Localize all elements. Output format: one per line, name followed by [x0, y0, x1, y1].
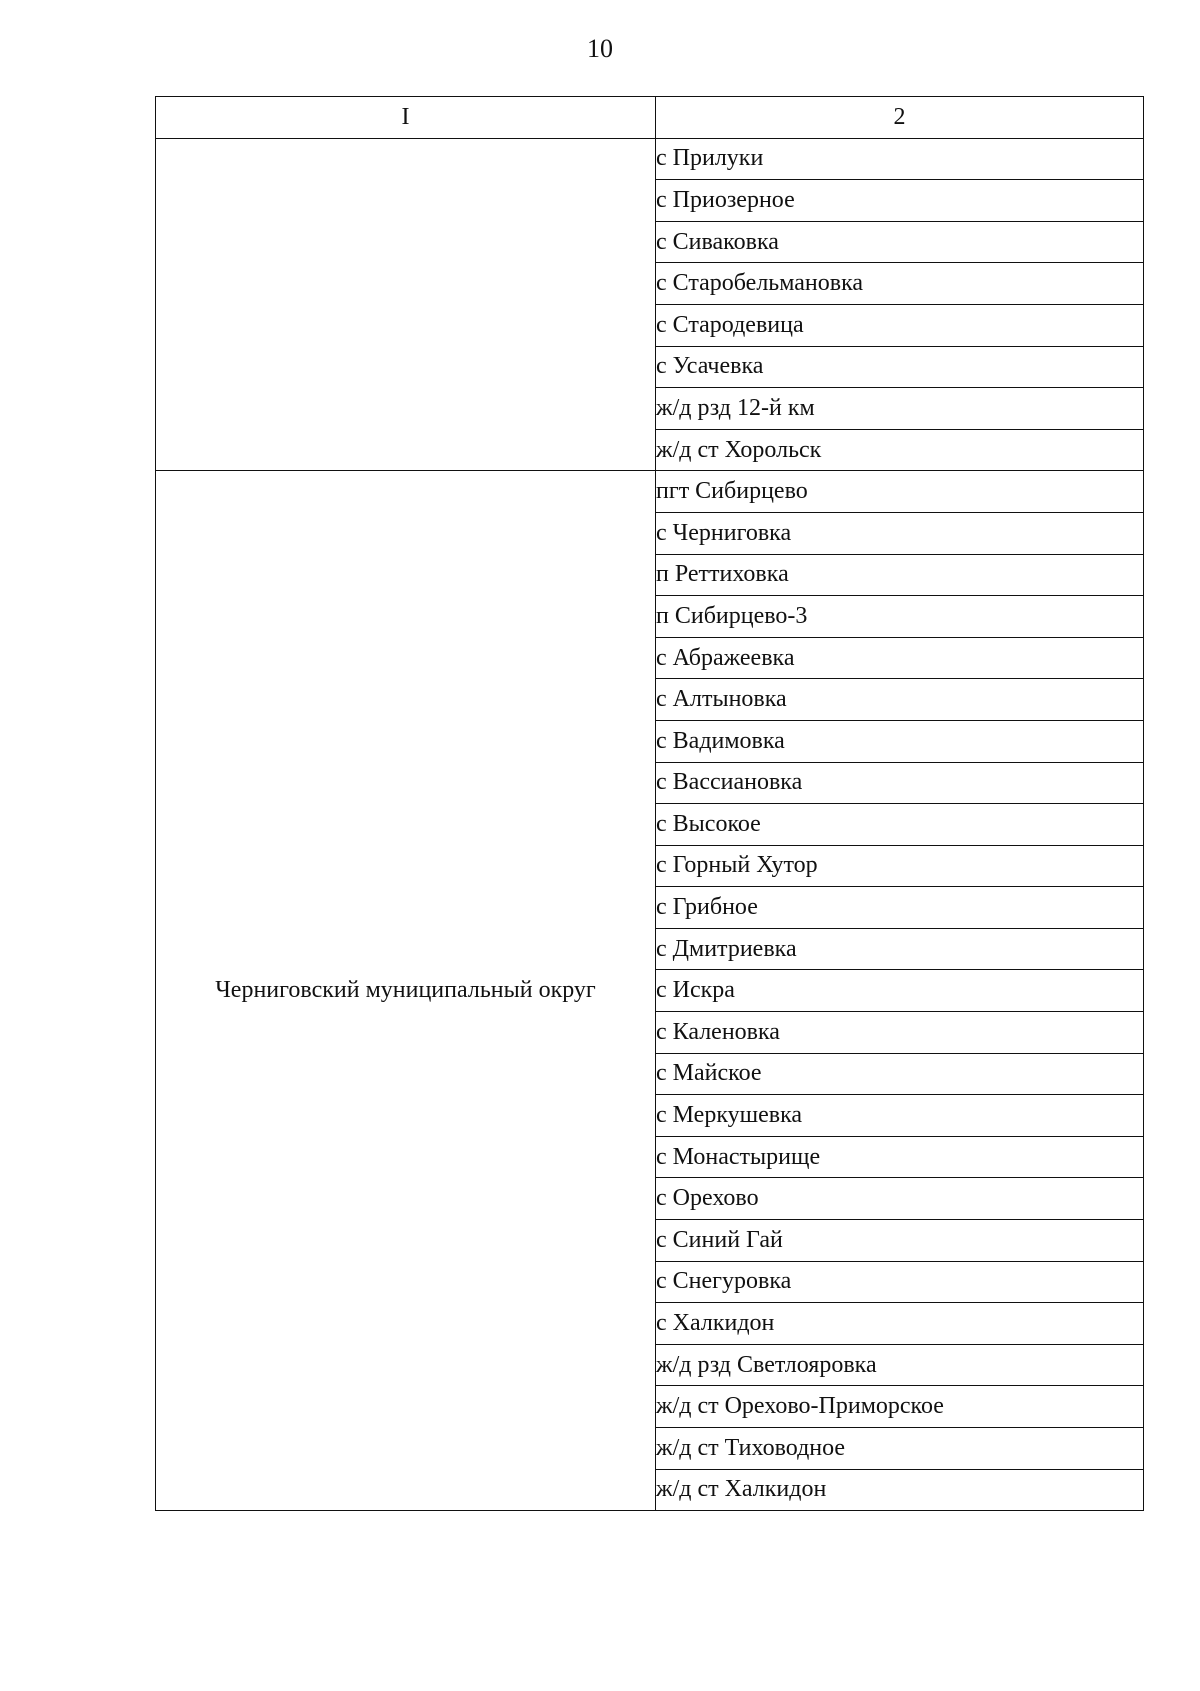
district-cell: Черниговский муниципальный округ: [156, 471, 656, 1511]
settlement-cell: с Синий Гай: [656, 1220, 1144, 1262]
settlement-cell: с Усачевка: [656, 346, 1144, 388]
settlement-cell: с Алтыновка: [656, 679, 1144, 721]
settlement-cell: ж/д ст Тиховодное: [656, 1428, 1144, 1470]
settlement-cell: ж/д ст Орехово-Приморское: [656, 1386, 1144, 1428]
table-body: [156, 138, 1144, 1511]
settlement-cell: с Вассиановка: [656, 762, 1144, 804]
settlement-cell: с Майское: [656, 1053, 1144, 1095]
table-header: [156, 97, 1144, 139]
settlement-cell: ж/д рзд Светлояровка: [656, 1344, 1144, 1386]
settlement-cell: пгт Сибирцево: [656, 471, 1144, 513]
settlement-cell: ж/д рзд 12-й км: [656, 388, 1144, 430]
page-number: 10: [587, 34, 613, 63]
settlement-cell: с Меркушевка: [656, 1095, 1144, 1137]
settlement-cell: ж/д ст Хорольск: [656, 429, 1144, 471]
header-row: [156, 97, 1144, 139]
settlement-cell: п Сибирцево-3: [656, 596, 1144, 638]
settlement-cell: с Прилуки: [656, 138, 1144, 180]
column-header-2: 2: [656, 97, 1144, 139]
settlement-cell: п Реттиховка: [656, 554, 1144, 596]
settlement-cell: с Абражеевка: [656, 637, 1144, 679]
settlement-cell: с Высокое: [656, 804, 1144, 846]
settlement-cell: с Халкидон: [656, 1303, 1144, 1345]
settlement-cell: с Старобельмановка: [656, 263, 1144, 305]
settlements-table: [155, 96, 1144, 1511]
settlement-cell: с Искра: [656, 970, 1144, 1012]
settlement-cell: с Снегуровка: [656, 1261, 1144, 1303]
settlement-cell: с Стародевица: [656, 304, 1144, 346]
settlement-cell: с Грибное: [656, 887, 1144, 929]
settlement-cell: с Черниговка: [656, 512, 1144, 554]
district-cell: [156, 138, 656, 471]
table-row: [156, 471, 1144, 513]
settlement-cell: с Горный Хутор: [656, 845, 1144, 887]
settlement-cell: с Сиваковка: [656, 221, 1144, 263]
settlement-cell: с Монастырище: [656, 1136, 1144, 1178]
settlement-cell: с Вадимовка: [656, 720, 1144, 762]
settlement-cell: с Каленовка: [656, 1012, 1144, 1054]
settlement-cell: с Приозерное: [656, 180, 1144, 222]
settlement-cell: с Дмитриевка: [656, 928, 1144, 970]
column-header-1: I: [156, 97, 656, 139]
settlement-cell: ж/д ст Халкидон: [656, 1469, 1144, 1511]
settlement-cell: с Орехово: [656, 1178, 1144, 1220]
table-row: [156, 138, 1144, 180]
